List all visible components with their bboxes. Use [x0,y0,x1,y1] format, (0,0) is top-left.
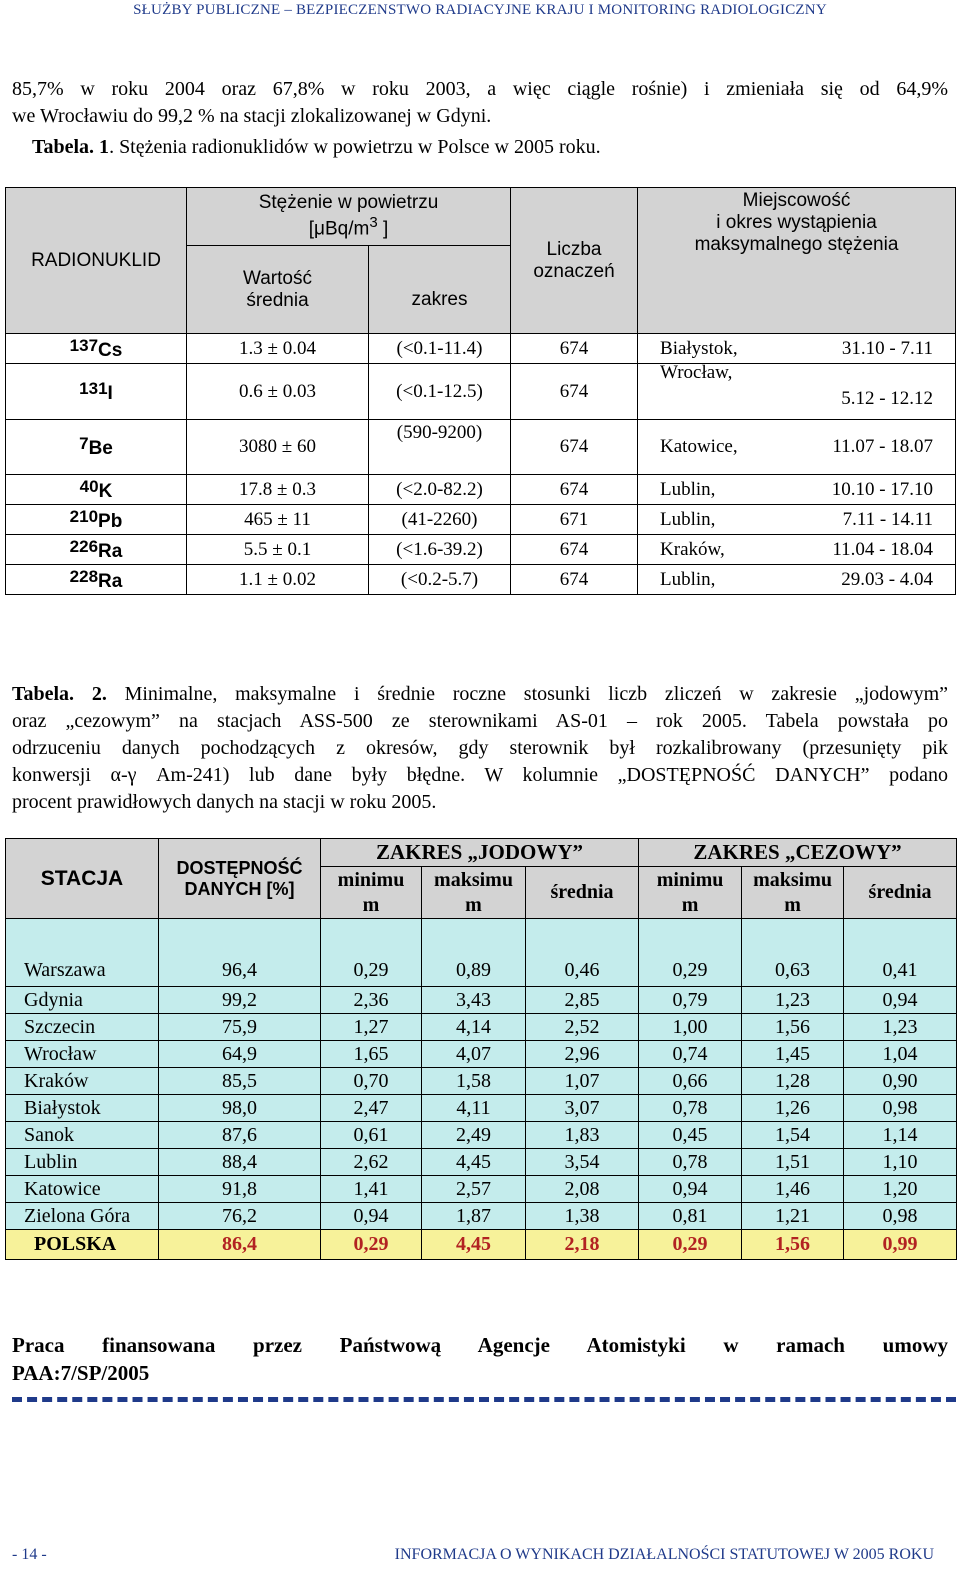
header-dost-line2: DANYCH [%] [184,878,295,899]
element-symbol: Ra [98,540,123,562]
iodine-max: 4,14 [422,1014,526,1041]
funding-line-2: PAA:7/SP/2005 [12,1361,150,1385]
range-value: (<2.0-82.2) [369,475,511,505]
radionuclide-row [6,420,956,475]
iodine-avg: 0,46 [526,919,639,987]
mean-value: 5.5 ± 0.1 [187,535,369,565]
funding-line-1: Praca finansowana przez Państwową Agencje Atomistyki w ramach umowy [12,1333,948,1357]
availability: 88,4 [159,1149,321,1176]
header-liczba [511,188,638,334]
iodine-avg: 2,52 [526,1014,639,1041]
station-name: Wrocław [6,1041,159,1068]
mean-value: 3080 ± 60 [187,420,369,475]
iodine-max: 2,49 [422,1122,526,1149]
station-name: Kraków [6,1068,159,1095]
nuclide-cell [6,420,187,475]
max-location [638,334,956,364]
h-min-a: minimu [656,868,724,891]
availability: 96,4 [159,919,321,987]
header-dostepnosc [159,839,321,919]
iodine-max: 4,45 [422,1149,526,1176]
total-cesium-avg: 0,99 [844,1230,957,1260]
total-iodine-max: 4,45 [422,1230,526,1260]
max-place: Lublin, [660,478,716,500]
cesium-avg: 0,98 [844,1203,957,1230]
radionuclide-row [6,565,956,595]
total-cesium-max: 1,56 [742,1230,844,1260]
availability: 76,2 [159,1203,321,1230]
cesium-max: 1,46 [742,1176,844,1203]
iodine-avg: 1,83 [526,1122,639,1149]
cesium-max: 1,26 [742,1095,844,1122]
cesium-min: 0,74 [639,1041,742,1068]
cesium-min: 0,78 [639,1095,742,1122]
header-miejscowosc [638,188,956,334]
table1-caption [32,134,932,161]
iodine-min: 2,62 [321,1149,422,1176]
table2-caption-line1: Minimalne, maksymalne i średnie roczne stosunki liczb zliczeń w zakresie „jodowym” [106,683,948,705]
iodine-min: 1,41 [321,1176,422,1203]
element-symbol: K [98,480,113,502]
mean-value: 17.8 ± 0.3 [187,475,369,505]
mass-number: 226 [69,536,99,556]
range-value: (41-2260) [369,505,511,535]
radionuclide-table [5,187,956,595]
max-location [638,420,956,475]
availability: 85,5 [159,1068,321,1095]
header-j-avg: średnia [526,867,639,919]
availability: 91,8 [159,1176,321,1203]
element-symbol: I [107,382,113,404]
iodine-max: 4,11 [422,1095,526,1122]
h-min-b: m [681,893,699,916]
cesium-min: 0,78 [639,1149,742,1176]
unit-text: [μBq/m [308,218,370,240]
h-min-a: minimu [337,868,405,891]
nuclide-cell [6,475,187,505]
table2-caption-line4: konwersji α-γ Am-241) lub dane były błędne. W kolumnie „DOSTĘPNOŚĆ DANYCH” podano [12,764,948,786]
header-liczba-line1: Liczba [546,238,602,260]
header-c-max [742,867,844,919]
header-miejsce-line2: i okres wystąpienia [716,212,877,233]
nuclide-cell [6,505,187,535]
cesium-max: 1,54 [742,1122,844,1149]
cesium-max: 1,45 [742,1041,844,1068]
header-c-avg: średnia [844,867,957,919]
mass-number: 137 [69,335,99,355]
table1-caption-text: . Stężenia radionuklidów w powietrzu w Polsce w 2005 roku. [109,136,601,158]
count-ratio-table [5,838,957,1260]
cesium-avg: 1,10 [844,1149,957,1176]
cesium-avg: 1,20 [844,1176,957,1203]
range-value: (<0.2-5.7) [369,565,511,595]
header-liczba-line2: oznaczeń [533,260,615,282]
cesium-min: 0,66 [639,1068,742,1095]
header-unit [187,214,510,240]
footer-page-number: - 14 - [12,1546,47,1563]
header-wartosc-line2: średnia [246,289,309,311]
station-row [6,919,957,987]
intro-line-1: 85,7% w roku 2004 oraz 67,8% w roku 2003, a więc ciągle rośnie) i zmieniała się od 64,9% [12,78,948,100]
station-row [6,1095,957,1122]
radionuclide-row [6,535,956,565]
total-cesium-min: 0,29 [639,1230,742,1260]
table2-caption-line2: oraz „cezowym” na stacjach ASS-500 ze sterownikami AS-01 – rok 2005. Tabela powstała po [12,710,948,732]
header-stezenie-title: Stężenie w powietrzu [258,192,439,214]
max-place: Katowice, [660,436,738,457]
iodine-min: 0,94 [321,1203,422,1230]
header-dost-line1: DOSTĘPNOŚĆ [176,857,303,878]
cesium-max: 1,21 [742,1203,844,1230]
element-symbol: Be [88,438,113,459]
cesium-min: 0,79 [639,987,742,1014]
mass-number: 228 [69,566,99,586]
cesium-min: 1,00 [639,1014,742,1041]
max-place: Lublin, [660,568,716,590]
h-max-a: maksimu [434,868,513,891]
h-max-b: m [465,893,482,916]
max-place: Lublin, [660,508,716,530]
header-cezowy: ZAKRES „CEZOWY” [639,839,957,867]
table2-caption-line3: odrzuceniu danych pochodzących z okresów, gdy sterownik był rozkalibrowany (przesunięty pik [12,737,948,759]
unit-exponent: 3 [369,214,378,232]
count-value: 671 [511,505,638,535]
total-label: POLSKA [6,1230,159,1260]
radionuclide-row [6,334,956,364]
intro-line-2: we Wrocławiu do 99,2 % na stacji zlokalizowanej w Gdyni. [12,105,492,127]
availability: 98,0 [159,1095,321,1122]
max-place: Wrocław, [660,361,733,383]
mass-number: 40 [79,476,99,496]
unit-close: ] [377,218,389,240]
h-max-a: maksimu [753,868,832,891]
cesium-min: 0,29 [639,919,742,987]
max-period: 11.04 - 18.04 [832,538,934,560]
iodine-min: 0,61 [321,1122,422,1149]
cesium-min: 0,45 [639,1122,742,1149]
iodine-max: 1,87 [422,1203,526,1230]
cesium-min: 0,94 [639,1176,742,1203]
cesium-avg: 0,98 [844,1095,957,1122]
availability: 87,6 [159,1122,321,1149]
iodine-min: 1,27 [321,1014,422,1041]
iodine-avg: 2,96 [526,1041,639,1068]
max-location [638,505,956,535]
availability: 75,9 [159,1014,321,1041]
header-radionuklid: RADIONUKLID [6,188,187,334]
count-value: 674 [511,475,638,505]
footer-title: INFORMACJA O WYNIKACH DZIAŁALNOŚCI STATUTOWEJ W 2005 ROKU [394,1546,934,1563]
iodine-min: 0,29 [321,919,422,987]
count-value: 674 [511,420,638,475]
header-j-min [321,867,422,919]
total-availability: 86,4 [159,1230,321,1260]
mean-value: 465 ± 11 [187,505,369,535]
header-wartosc [187,246,369,334]
nuclide-cell [6,535,187,565]
cesium-max: 1,51 [742,1149,844,1176]
intro-paragraph [12,76,948,130]
station-name: Lublin [6,1149,159,1176]
element-symbol: Cs [98,339,123,361]
count-value: 674 [511,334,638,364]
mean-value: 0.6 ± 0.03 [187,364,369,420]
max-location [638,565,956,595]
iodine-avg: 3,54 [526,1149,639,1176]
radionuclide-table-body [6,334,956,595]
mean-value: 1.3 ± 0.04 [187,334,369,364]
iodine-avg: 3,07 [526,1095,639,1122]
header-stacja: STACJA [6,839,159,919]
station-row [6,987,957,1014]
station-row [6,1122,957,1149]
mass-number: 210 [69,506,99,526]
cesium-avg: 1,04 [844,1041,957,1068]
cesium-max: 1,23 [742,987,844,1014]
nuclide-cell [6,565,187,595]
max-period: 31.10 - 7.11 [841,337,934,359]
iodine-avg: 1,38 [526,1203,639,1230]
station-name: Białystok [6,1095,159,1122]
iodine-max: 4,07 [422,1041,526,1068]
cesium-max: 0,63 [742,919,844,987]
header-stezenie [187,188,511,246]
station-row [6,1176,957,1203]
iodine-avg: 2,08 [526,1176,639,1203]
max-location [638,361,956,420]
running-header: SŁUŻBY PUBLICZNE – BEZPIECZENSTWO RADIACYJNE KRAJU I MONITORING RADIOLOGICZNY [133,2,827,18]
nuclide-cell [6,364,187,420]
range-value: (<1.6-39.2) [369,535,511,565]
header-miejsce-line1: Miejscowość [742,190,851,211]
iodine-max: 3,43 [422,987,526,1014]
station-row [6,1014,957,1041]
cesium-max: 1,28 [742,1068,844,1095]
station-name: Gdynia [6,987,159,1014]
iodine-max: 0,89 [422,919,526,987]
h-min-b: m [362,893,380,916]
range-value: (<0.1-11.4) [369,334,511,364]
max-place: Białystok, [660,337,738,359]
header-c-min [639,867,742,919]
station-row [6,1041,957,1068]
max-location [638,475,956,505]
total-iodine-avg: 2,18 [526,1230,639,1260]
range-value: (<0.1-12.5) [369,364,511,420]
mass-number: 131 [79,378,108,398]
cesium-avg: 0,94 [844,987,957,1014]
availability: 64,9 [159,1041,321,1068]
max-place: Kraków, [660,538,725,560]
station-name: Katowice [6,1176,159,1203]
element-symbol: Pb [98,510,123,532]
max-period: 29.03 - 4.04 [841,568,934,590]
iodine-avg: 1,07 [526,1068,639,1095]
header-jodowy: ZAKRES „JODOWY” [321,839,639,867]
count-value: 674 [511,535,638,565]
count-value: 674 [511,364,638,420]
funding-note [12,1331,948,1387]
nuclide-cell [6,334,187,364]
cesium-min: 0,81 [639,1203,742,1230]
cesium-avg: 1,14 [844,1122,957,1149]
cesium-max: 1,56 [742,1014,844,1041]
iodine-min: 0,70 [321,1068,422,1095]
station-name: Warszawa [6,919,159,987]
element-symbol: Ra [98,570,123,592]
iodine-min: 1,65 [321,1041,422,1068]
max-period: 5.12 - 12.12 [841,387,934,409]
count-value: 674 [511,565,638,595]
max-period: 11.07 - 18.07 [832,436,934,457]
station-row [6,1068,957,1095]
iodine-max: 1,58 [422,1068,526,1095]
radionuclide-row [6,475,956,505]
radionuclide-row [6,505,956,535]
header-j-max [422,867,526,919]
station-name: Zielona Góra [6,1203,159,1230]
iodine-max: 2,57 [422,1176,526,1203]
h-max-b: m [784,893,801,916]
header-wartosc-line1: Wartość [243,267,312,289]
station-name: Szczecin [6,1014,159,1041]
mean-value: 1.1 ± 0.02 [187,565,369,595]
iodine-min: 2,47 [321,1095,422,1122]
radionuclide-row [6,364,956,420]
max-period: 10.10 - 17.10 [831,478,934,500]
total-iodine-min: 0,29 [321,1230,422,1260]
availability: 99,2 [159,987,321,1014]
table2-caption [12,681,948,816]
cesium-avg: 0,90 [844,1068,957,1095]
header-zakres: zakres [369,246,511,334]
range-value: (590-9200) [369,420,511,475]
iodine-min: 2,36 [321,987,422,1014]
cesium-avg: 0,41 [844,919,957,987]
table1-caption-label: Tabela. 1 [32,136,110,158]
total-row [6,1230,957,1260]
max-location [638,535,956,565]
mass-number: 7 [79,434,89,453]
station-row [6,1149,957,1176]
header-miejsce-line3: maksymalnego stężenia [694,234,899,255]
cesium-avg: 1,23 [844,1014,957,1041]
count-ratio-table-body [6,919,957,1260]
table2-caption-line5: procent prawidłowych danych na stacji w roku 2005. [12,791,437,813]
table2-caption-label: Tabela. 2. [12,683,107,705]
dashed-divider [12,1397,956,1402]
station-row [6,1203,957,1230]
max-period: 7.11 - 14.11 [842,508,934,530]
iodine-avg: 2,85 [526,987,639,1014]
station-name: Sanok [6,1122,159,1149]
